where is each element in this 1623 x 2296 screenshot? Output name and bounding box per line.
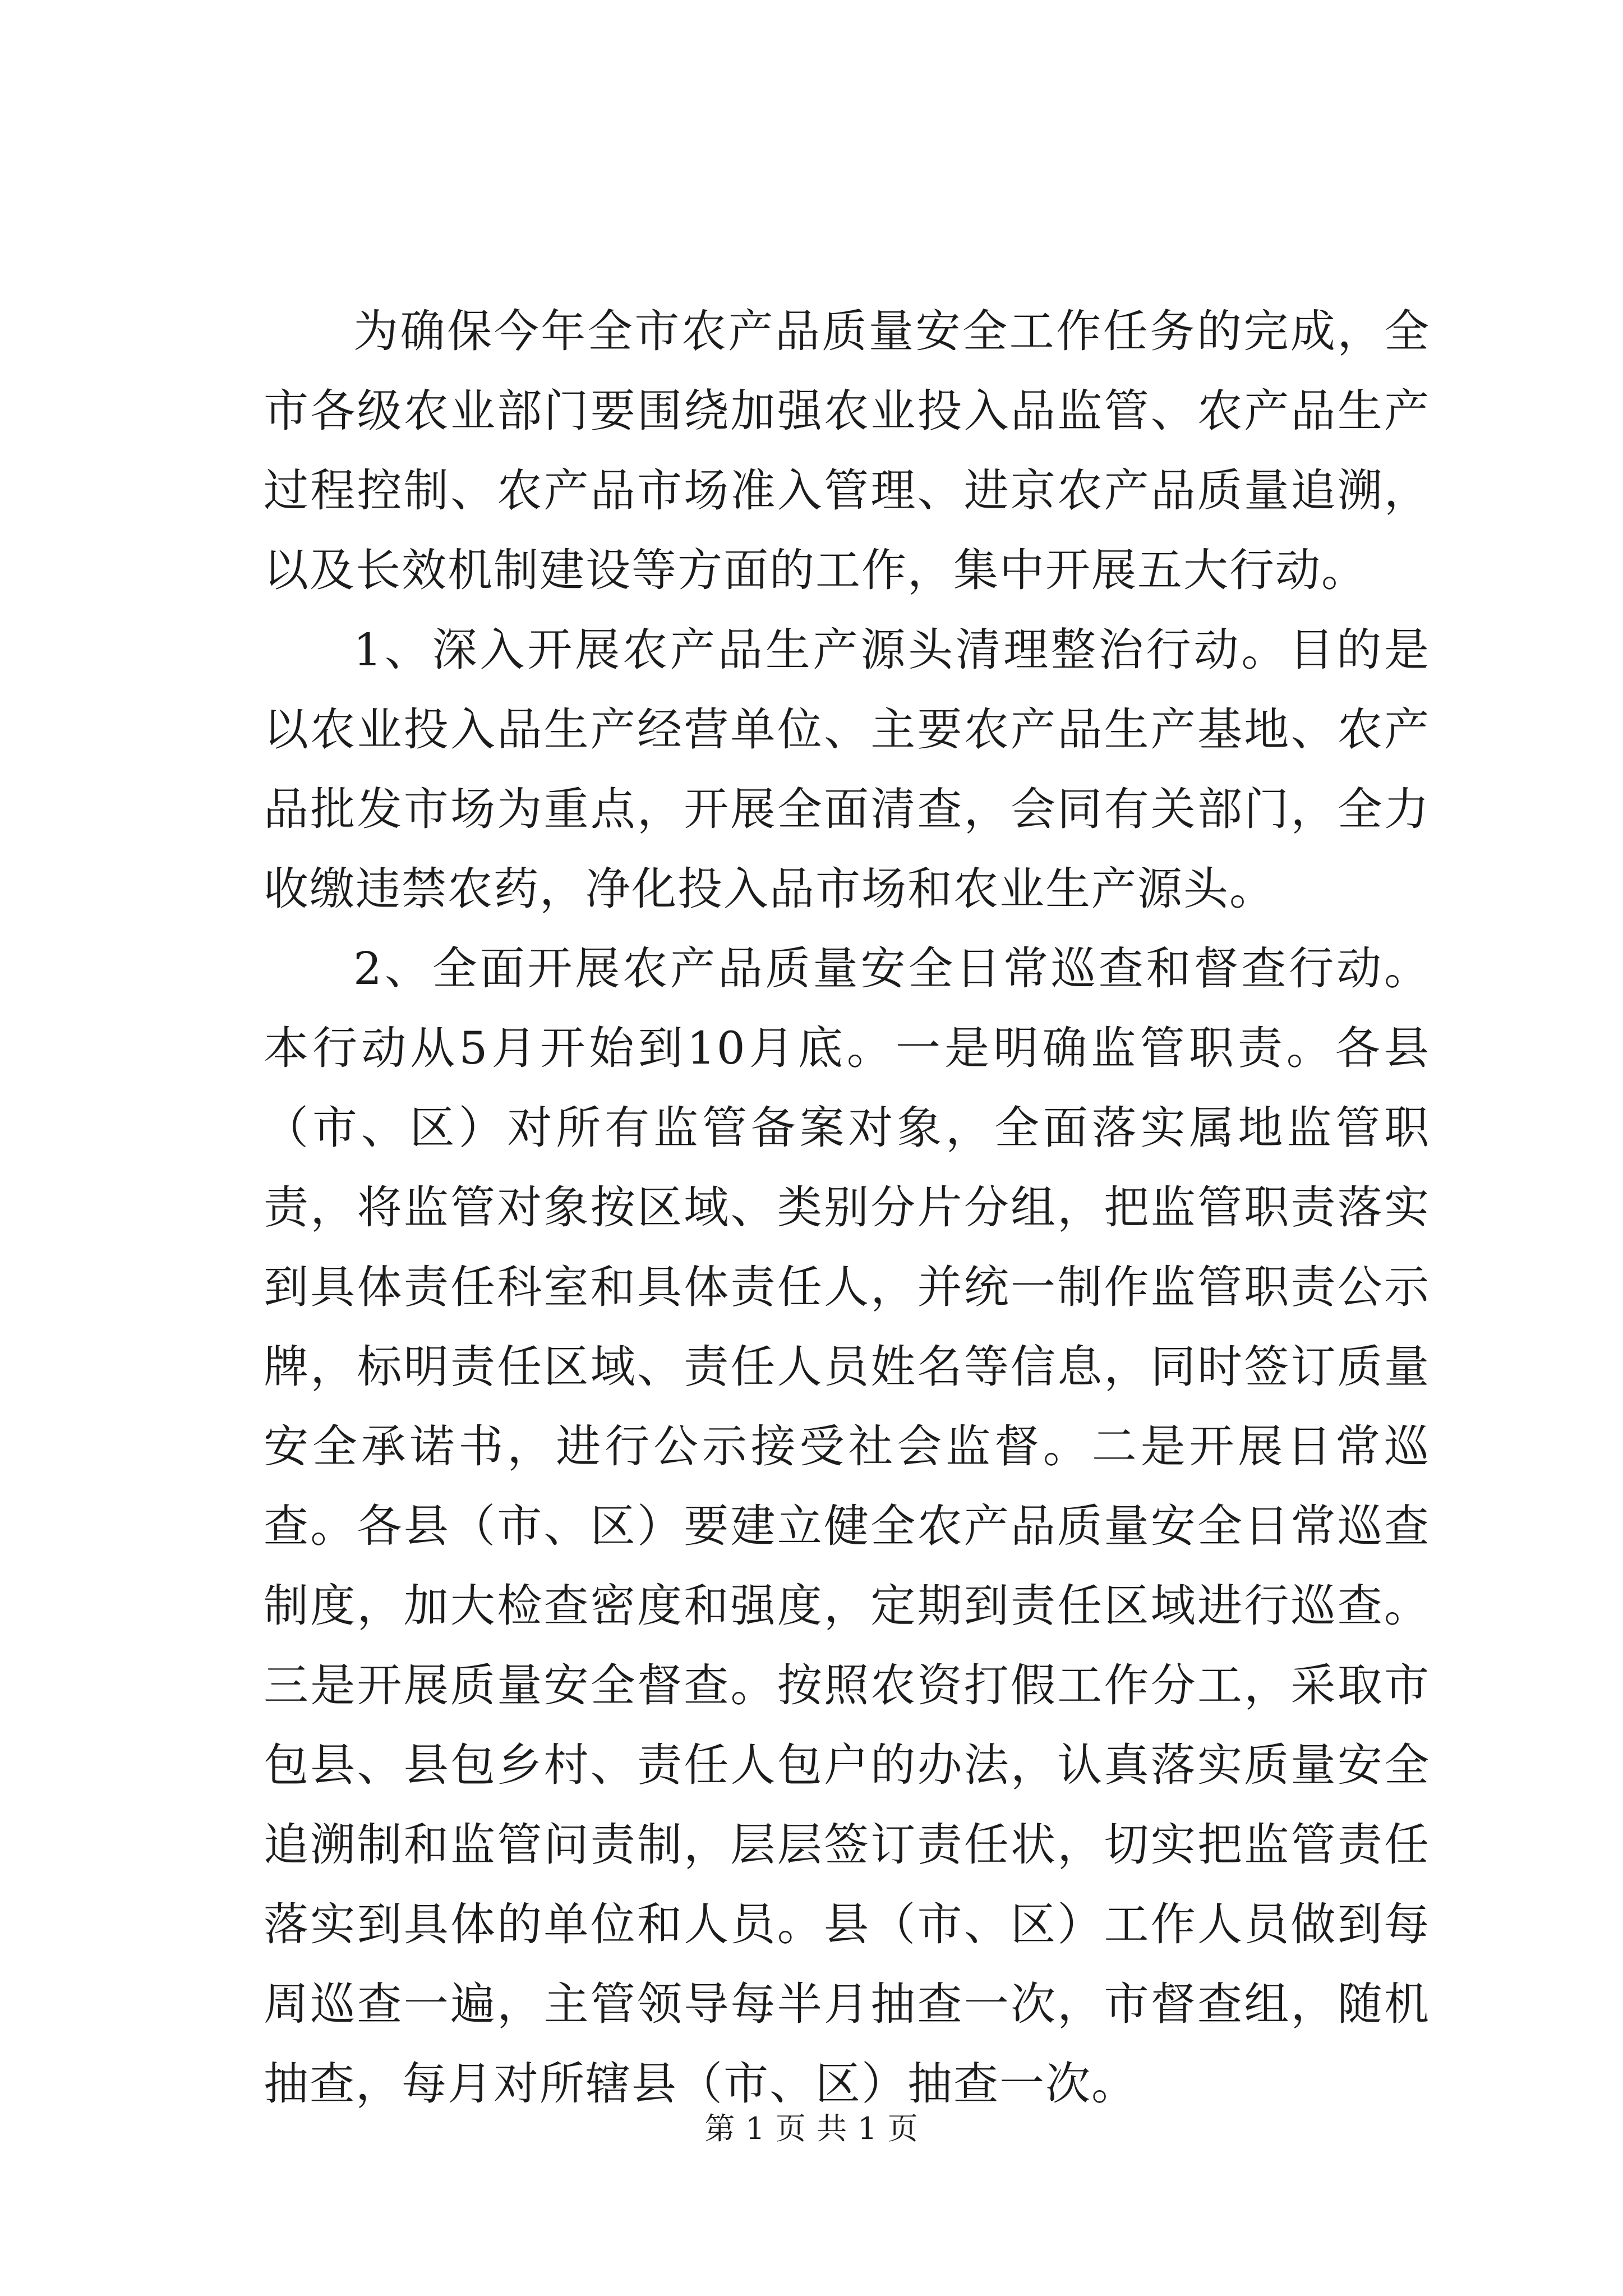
page-footer: 第 1 页 共 1 页 [704,2111,919,2146]
document-body [264,292,1430,2124]
paragraph-action-1: 1、深入开展农产品生产源头清理整治行动。目的是以农业投入品生产经营单位、主要农产品生产基地、农产品批发市场为重点，开展全面清查，会同有关部门，全力收缴违禁农药，净化投入品市场和农业生产源头。 [264,624,1430,915]
paragraph-action-2: 2、全面开展农产品质量安全日常巡查和督查行动。本行动从5月开始到10月底。一是明确监管职责。各县（市、区）对所有监管备案对象，全面落实属地监管职责，将监管对象按区域、类别分片分组，把监管职责落实到具体责任科室和具体责任人，并统一制作监管职责公示牌，标明责任区域、责任人员姓名等信息，同时签订质量安全承诺书，进行公示接受社会监督。二是开展日常巡查。各县（市、区）要建立健全农产品质量安全日常巡查制度，加大检查密度和强度，定期到责任区域进行巡查。三是开展质量安全督查。按照农资打假工作分工，采取市包县、县包乡村、责任人包户的办法，认真落实质量安全追溯制和监管问责制，层层签订责任状，切实把监管责任落实到具体的单位和人员。县（市、区）工作人员做到每周巡查一遍，主管领导每半月抽查一次，市督查组，随机抽查，每月对所辖县（市、区）抽查一次。 [264,942,1430,2110]
paragraph-intro: 为确保今年全市农产品质量安全工作任务的完成，全市各级农业部门要围绕加强农业投入品监管、农产品生产过程控制、农产品市场准入管理、进京农产品质量追溯，以及长效机制建设等方面的工作，集中开展五大行动。 [264,305,1430,596]
